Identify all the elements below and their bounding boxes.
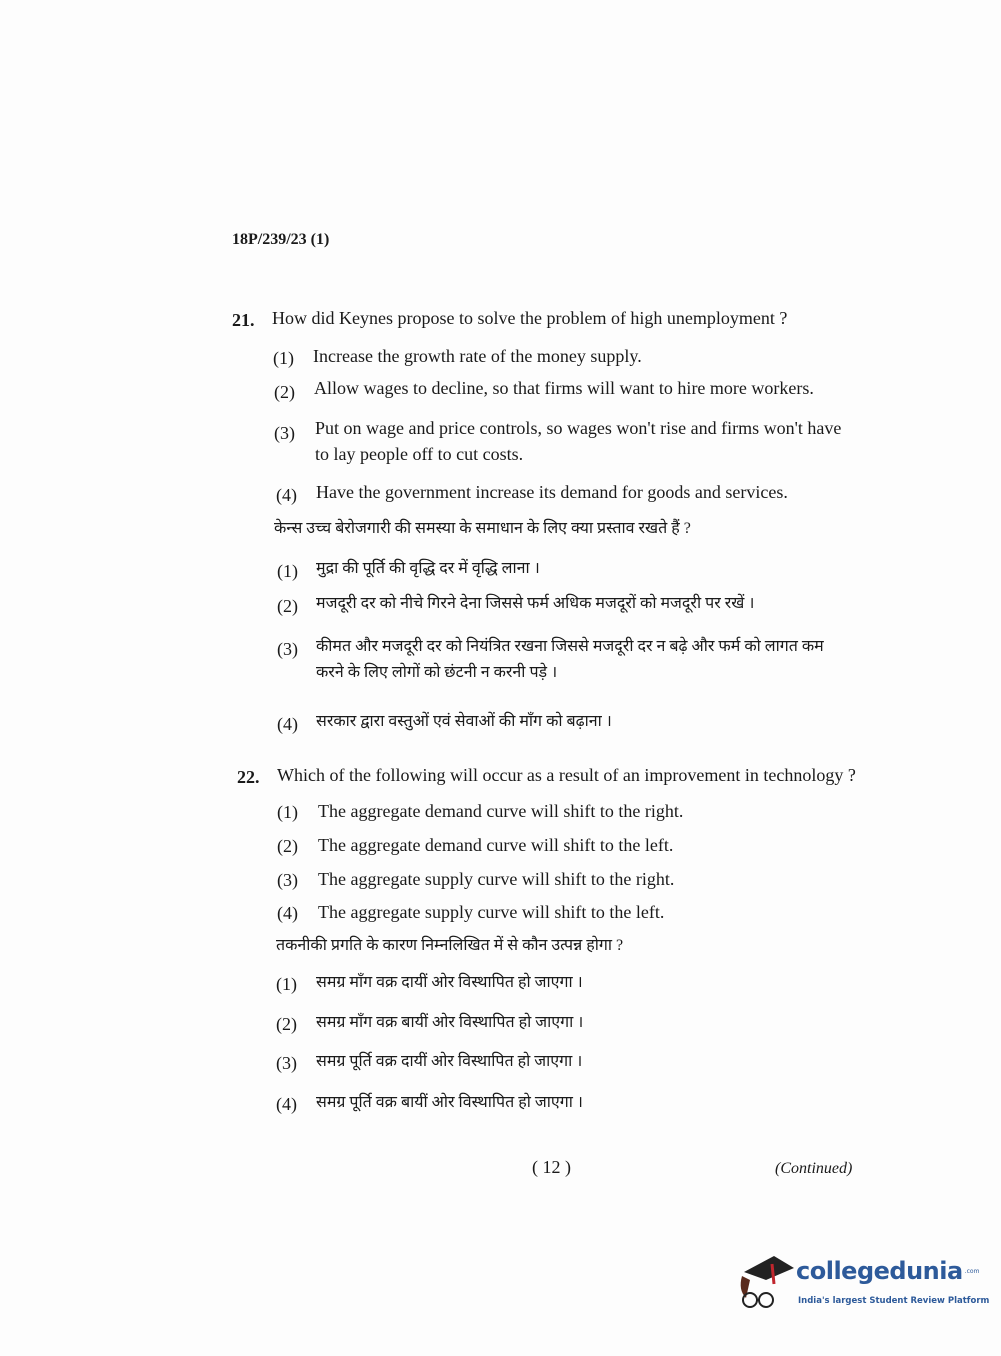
option-text: Allow wages to decline, so that firms will want to hire more workers. [314,378,814,398]
option-text: सरकार द्वारा वस्तुओं एवं सेवाओं की माँग को बढ़ाना । [316,713,612,730]
page-number: ( 12 ) [532,1157,571,1177]
logo-suffix: .com [964,1268,980,1275]
question-number: 22. [237,767,260,787]
option-number: (1) [276,974,297,994]
option-number: (2) [276,1014,297,1034]
question-text: How did Keynes propose to solve the problem of high unemployment ? [272,308,788,328]
option-text-cont: करने के लिए लोगों को छंटनी न करनी पड़े । [316,664,558,681]
option-text: Have the government increase its demand for goods and services. [316,482,788,502]
hindi-question-text: तकनीकी प्रगति के कारण निम्नलिखित में से कौन उत्पन्न होगा ? [276,937,624,954]
option-number: (1) [277,802,298,822]
option-number: (3) [276,1053,297,1073]
option-number: (2) [274,382,295,402]
question-text: Which of the following will occur as a result of an improvement in technology ? [277,765,856,785]
option-text: The aggregate demand curve will shift to the right. [318,801,684,821]
option-number: (3) [277,870,298,890]
logo-wordmark: collegedunia [796,1257,963,1285]
option-text: समग्र माँग वक्र बायीं ओर विस्थापित हो जाएगा । [316,1014,584,1031]
option-text: The aggregate demand curve will shift to the left. [318,835,674,855]
option-number: (1) [277,561,298,581]
option-text: The aggregate supply curve will shift to the right. [318,869,675,889]
option-text: समग्र माँग वक्र दायीं ओर विस्थापित हो जाएगा । [316,974,583,991]
option-number: (4) [276,1094,297,1114]
question-number: 21. [232,310,255,330]
option-text: The aggregate supply curve will shift to the left. [318,902,665,922]
option-number: (3) [274,423,295,443]
option-number: (3) [277,639,298,659]
collegedunia-logo [736,1250,998,1320]
option-text: समग्र पूर्ति वक्र दायीं ओर विस्थापित हो जाएगा । [316,1053,583,1070]
option-text: मुद्रा की पूर्ति की वृद्धि दर में वृद्धि लाना । [316,560,540,577]
option-text: समग्र पूर्ति वक्र बायीं ओर विस्थापित हो जाएगा । [316,1094,583,1111]
logo-tagline: India's largest Student Review Platform [798,1296,990,1306]
mascot-icon [736,1250,796,1320]
option-text-cont: to lay people off to cut costs. [315,444,524,464]
option-number: (4) [276,485,297,505]
option-text: Increase the growth rate of the money supply. [313,346,642,366]
option-text: कीमत और मजदूरी दर को नियंत्रित रखना जिससे मजदूरी दर न बढ़े और फर्म को लागत कम [316,638,824,655]
option-number: (4) [277,903,298,923]
hindi-question-text: केन्स उच्च बेरोजगारी की समस्या के समाधान के लिए क्या प्रस्ताव रखते हैं ? [274,520,691,537]
option-number: (4) [277,714,298,734]
option-number: (1) [273,348,294,368]
option-number: (2) [277,836,298,856]
option-number: (2) [277,596,298,616]
continued-label: (Continued) [775,1160,853,1177]
paper-code: 18P/239/23 (1) [232,231,330,248]
option-text: मजदूरी दर को नीचे गिरने देना जिससे फर्म अधिक मजदूरों को मजदूरी पर रखें । [316,595,755,612]
logo-wordmark-row [796,1256,979,1286]
option-text: Put on wage and price controls, so wages won't rise and firms won't have [315,418,842,438]
